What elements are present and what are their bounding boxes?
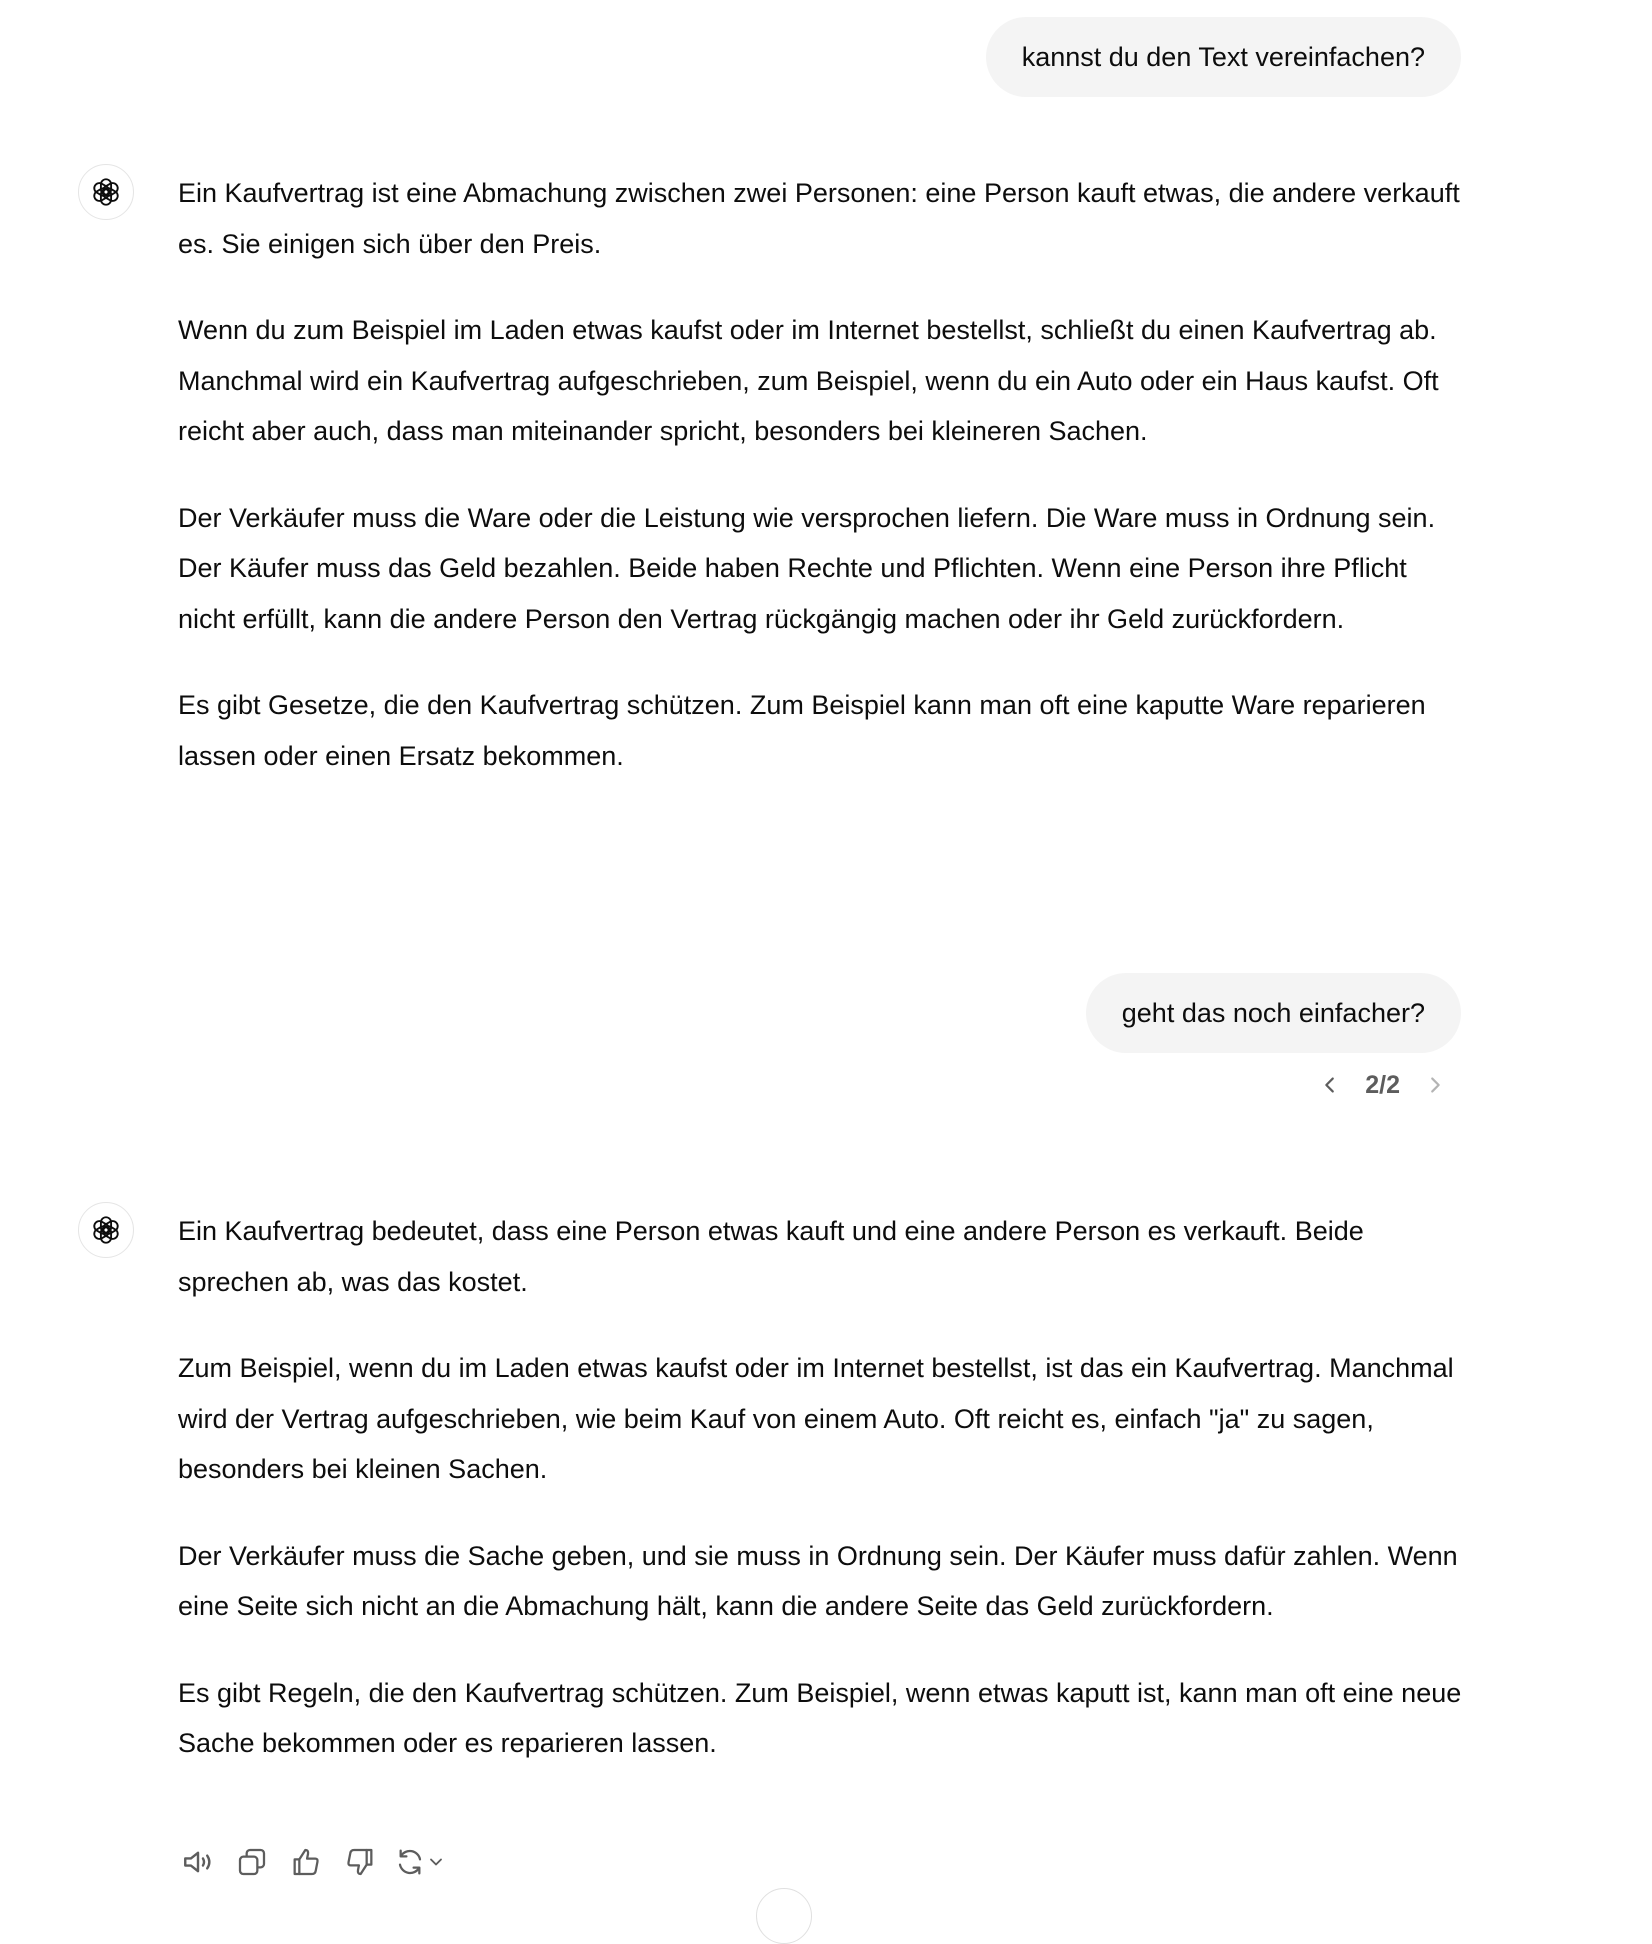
next-version-button[interactable] [1418,1068,1452,1102]
thumbs-down-icon [344,1846,376,1878]
user-message-text: geht das noch einfacher? [1121,998,1425,1028]
assistant-avatar [78,1202,134,1258]
regenerate-button[interactable] [394,1842,446,1882]
assistant-message [178,168,1463,781]
user-message-text: kannst du den Text vereinfachen? [1021,42,1425,72]
regenerate-icon [394,1846,426,1878]
copy-button[interactable] [232,1842,272,1882]
chevron-left-icon [1319,1074,1341,1096]
message-paragraph: Der Verkäufer muss die Sache geben, und sie muss in Ordnung sein. Der Käufer muss dafür zahlen. Wenn eine Seite sich nicht an die Abmachung hält, kann die andere Seite das Geld zurückfordern. [178,1540,1458,1621]
message-action-bar [178,1842,446,1882]
message-paragraph: Es gibt Regeln, die den Kaufvertrag schützen. Zum Beispiel, wenn etwas kaputt ist, kann man oft eine neue Sache bekommen oder es reparieren lassen. [178,1677,1462,1758]
user-message-bubble [1086,973,1461,1053]
copy-icon [236,1846,268,1878]
read-aloud-button[interactable] [178,1842,218,1882]
message-paragraph: Der Verkäufer muss die Ware oder die Leistung wie versprochen liefern. Die Ware muss in Ordnung sein. Der Käufer muss das Geld bezahlen. Beide haben Rechte und Pflichten. Wenn eine Person ihre Pflicht nicht erfüllt, kann die andere Person den Vertrag rückgängig machen oder ihr Geld zurückfordern. [178,502,1436,634]
previous-version-button[interactable] [1313,1068,1347,1102]
assistant-avatar [78,164,134,220]
thumbs-up-icon [290,1846,322,1878]
assistant-message [178,1206,1463,1769]
message-paragraph: Es gibt Gesetze, die den Kaufvertrag schützen. Zum Beispiel kann man oft eine kaputte Ware reparieren lassen oder einen Ersatz bekommen. [178,690,1426,771]
thumbs-up-button[interactable] [286,1842,326,1882]
message-paragraph: Ein Kaufvertrag ist eine Abmachung zwischen zwei Personen: eine Person kauft etwas, die andere verkauft es. Sie einigen sich über den Preis. [178,178,1460,259]
speaker-icon [181,1845,215,1879]
thumbs-down-button[interactable] [340,1842,380,1882]
message-version-pager [1313,1068,1452,1102]
openai-logo-icon [89,175,123,209]
chevron-down-icon [426,1852,446,1872]
user-message-bubble [986,17,1461,97]
openai-logo-icon [89,1213,123,1247]
message-paragraph: Ein Kaufvertrag bedeutet, dass eine Person etwas kauft und eine andere Person es verkauft. Beide sprechen ab, was das kostet. [178,1216,1364,1297]
version-counter: 2/2 [1365,1070,1400,1099]
message-paragraph: Wenn du zum Beispiel im Laden etwas kaufst oder im Internet bestellst, schließt du einen Kaufvertrag ab. Manchmal wird ein Kaufvertrag aufgeschrieben, zum Beispiel, wenn du ein Auto oder ein Haus kaufst. Oft reicht aber auch, dass man miteinander spricht, besonders bei kleineren Sachen. [178,315,1439,446]
message-paragraph: Zum Beispiel, wenn du im Laden etwas kaufst oder im Internet bestellst, ist das ein Kaufvertrag. Manchmal wird der Vertrag aufgeschrieben, wie beim Kauf von einem Auto. Oft reicht es, einfach "ja" zu sagen, besonders bei kleinen Sachen. [178,1353,1454,1484]
chevron-right-icon [1424,1074,1446,1096]
scroll-to-bottom-button[interactable] [756,1888,812,1944]
